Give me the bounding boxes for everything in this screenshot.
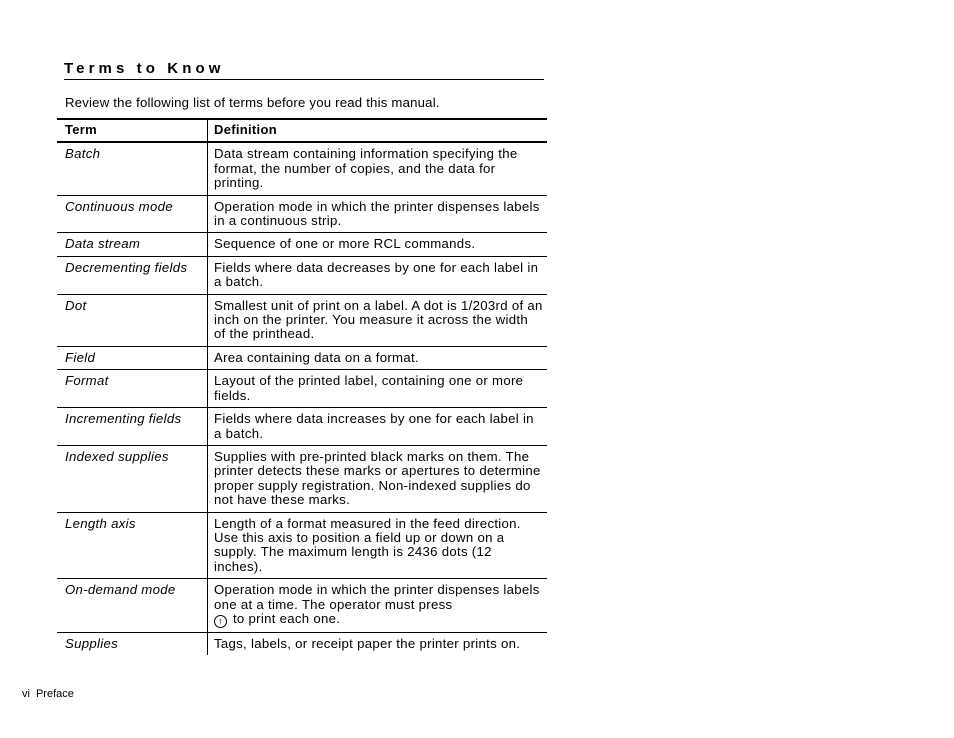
term-cell: Dot (57, 294, 208, 346)
term-cell: Supplies (65, 635, 118, 651)
definition-cell: Tags, labels, or receipt paper the printer prints on. (208, 632, 548, 655)
definition-cell: Fields where data increases by one for each label in a batch. (208, 408, 548, 446)
section-heading: Terms to Know (64, 60, 544, 80)
term-cell: Incrementing fields (57, 408, 208, 446)
definition-text: Operation mode in which the printer dispenses labels one at a time. The operator must press (214, 582, 540, 612)
definition-cell: Fields where data decreases by one for each label in a batch. (208, 256, 548, 294)
table-row (57, 512, 547, 579)
definition-cell: Sequence of one or more RCL commands. (208, 233, 548, 256)
table-row (57, 294, 547, 346)
term-cell: Length axis (57, 512, 208, 579)
table-row (57, 256, 547, 294)
definition-column-header: Definition (208, 119, 548, 142)
term-cell: On-demand mode (57, 579, 208, 633)
page-number: vi (22, 688, 30, 700)
footer-section: Preface (35, 688, 74, 700)
definition-cell: Layout of the printed label, containing one or more fields. (208, 370, 548, 408)
term-cell: Field (57, 346, 208, 369)
term-cell: Batch (57, 142, 208, 195)
term-cell: Decrementing fields (57, 256, 208, 294)
definition-cell (208, 579, 548, 633)
table-row (57, 408, 547, 446)
definition-cell: Area containing data on a format. (208, 346, 548, 369)
intro-text: Review the following list of terms before you read this manual. (65, 95, 440, 110)
page-footer (22, 688, 74, 700)
definition-cell: Supplies with pre-printed black marks on them. The printer detects these marks or apertures to determine proper supply registration. Non-indexed supplies do not have these marks. (208, 445, 548, 512)
table-row (57, 233, 547, 256)
term-cell: Continuous mode (57, 195, 208, 233)
definition-cell: Length of a format measured in the feed direction. Use this axis to position a field up or down on a supply. The maximum length is 2436 dots (12 inches). (208, 512, 548, 579)
table-row (57, 142, 547, 195)
table-header-row (57, 119, 547, 142)
terms-table (57, 118, 547, 655)
definition-text: to print each one. (229, 610, 341, 626)
term-cell: Indexed supplies (57, 445, 208, 512)
term-cell: Data stream (57, 233, 208, 256)
table-row (57, 370, 547, 408)
table-row (57, 195, 547, 233)
table-row (57, 445, 547, 512)
feed-key-icon: ↑ (214, 615, 227, 628)
definition-cell: Smallest unit of print on a label. A dot is 1/203rd of an inch on the printer. You measure it across the width of the printhead. (208, 294, 548, 346)
term-column-header: Term (57, 119, 208, 142)
term-cell: Format (57, 370, 208, 408)
table-row (57, 632, 547, 655)
definition-cell: Data stream containing information specifying the format, the number of copies, and the data for printing. (208, 142, 548, 195)
table-row (57, 346, 547, 369)
definition-cell: Operation mode in which the printer dispenses labels in a continuous strip. (208, 195, 548, 233)
table-row (57, 579, 547, 633)
